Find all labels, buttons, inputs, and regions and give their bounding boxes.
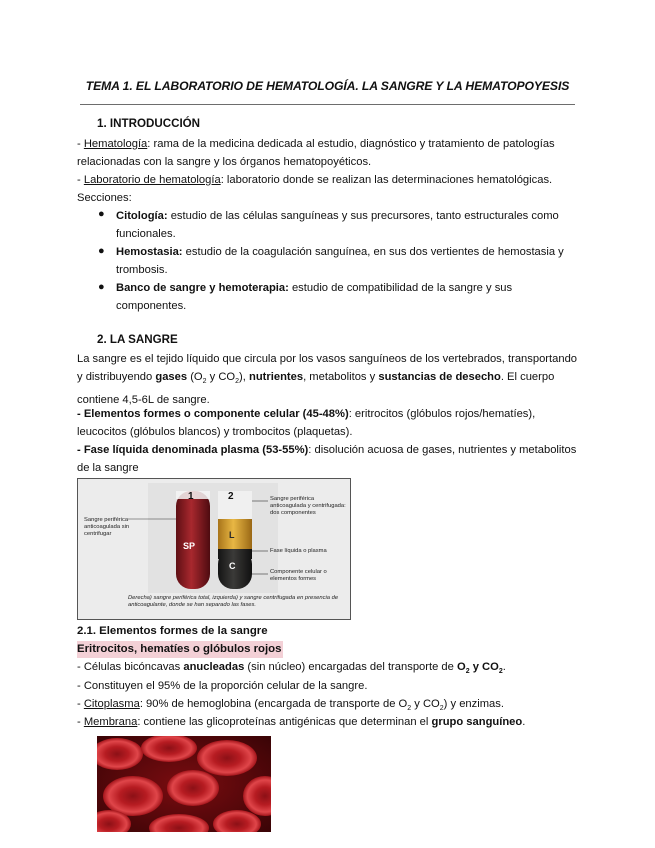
text: ), [239,371,249,383]
text: . [522,716,526,728]
text: ) y enzimas. [443,698,504,710]
text: y CO [411,698,440,710]
dash: - [77,716,84,728]
document-title: TEMA 1. EL LABORATORIO DE HEMATOLOGÍA. LA SANGRE Y LA HEMATOPOYESIS [85,79,570,93]
laboratorio-paragraph [77,171,582,189]
bullet-icon: ● [98,208,105,220]
right-note-cells: Componente celular o elementos formes [270,569,327,582]
subscript: 2 [465,668,470,676]
subscript: 2 [439,705,444,713]
dash: - [77,698,84,710]
bold-term: - Fase líquida denominada plasma (53-55%) [77,444,309,456]
title-divider [80,104,575,105]
bullet-item-citologia [116,207,581,243]
hematologia-term: Hematología [83,138,148,150]
subscript: 2 [235,378,240,386]
bullet-text: estudio de compatibilidad de la sangre y sus componentes. [116,282,513,312]
bold-term: - Elementos formes o componente celular (45-48%) [77,408,349,420]
laboratorio-definition: : laboratorio donde se realizan las determinaciones hematológicas. [220,174,553,186]
bullet-term: Hemostasia: [116,246,183,258]
laboratorio-term: Laboratorio de hematología [83,174,221,186]
bold-term: anucleadas [183,661,245,673]
tube-2-empty-top [218,491,252,521]
text: : contiene las glicoproteínas antigénicas que determinan el [137,716,432,728]
text: : disolución acuosa de gases, nutrientes y metabolitos de la sangre [77,444,577,474]
text: . El cuerpo contiene 4,5-6L de sangre. [77,371,555,407]
left-note: Sangre periférica anticoagulada sin centrifugar [84,517,130,537]
subscript: 2 [498,668,503,676]
tube-1-number: 1 [188,491,194,502]
text: O [457,661,466,673]
bold-term: nutrientes [249,371,304,383]
section-1-heading: 1. INTRODUCCIÓN [97,117,201,130]
tube-1-label: SP [183,541,196,551]
tube-1-whole-blood [176,491,210,589]
dash: - [77,174,84,186]
bold-term: gases [155,371,188,383]
text: La sangre es el tejido líquido que circula por los vasos sanguíneos de los vertebrados, transportando y distribuyendo [77,353,578,383]
bullet-text: estudio de las células sanguíneas y sus precursores, tanto estructurales como funcionales. [116,210,559,240]
text: , metabolitos y [303,371,379,383]
tube-2-plasma [218,519,252,549]
right-note-centrifuged: Sangre periférica anticoagulada y centrifugada: dos componentes [270,496,346,516]
subscript: 2 [202,378,207,386]
figure-caption: Derecha) sangre periférica total, izquierda) y sangre centrifugada en presencia de anticoagulante, donde se han separado las fases. [128,595,339,608]
bullet-term: Citología: [116,210,168,222]
o2-co2-bold [457,661,503,676]
bullet-item-hemostasia [116,243,581,279]
eritrocitos-highlight-heading: Eritrocitos, hematíes o glóbulos rojos [77,641,283,658]
dash: - [77,138,84,150]
bold-term: sustancias de desecho [378,371,501,383]
eritrocitos-line-2: - Constituyen el 95% de la proporción celular de la sangre. [77,680,368,692]
eritrocitos-line-1 [77,661,506,675]
tube-2-cells-label: C [229,561,236,571]
text: y CO [206,371,236,383]
text: y CO [469,661,499,673]
bullet-icon: ● [98,281,105,293]
tube-2-plasma-label: L [229,530,235,540]
text: . [502,661,506,673]
text: : 90% de hemoglobina (encargada de transporte de O [139,698,408,710]
sangre-paragraph [77,350,582,409]
secciones-label: Secciones: [77,192,132,204]
elementos-formes-paragraph [77,405,582,441]
subscript: 2 [407,705,412,713]
citoplasma-term: Citoplasma [83,698,140,710]
hematologia-definition: : rama de la medicina dedicada al estudio, diagnóstico y tratamiento de patologías relacionadas con la sangre y los órganos hematopoyéticos. [77,138,555,168]
tube-2-number: 2 [228,491,234,502]
right-note-plasma: Fase líquida o plasma [270,548,327,554]
text: (O [187,371,203,383]
text: : eritrocitos (glóbulos rojos/hematíes), leucocitos (glóbulos blancos) y trombocitos (plaquetas). [77,408,536,438]
membrana-term: Membrana [83,716,138,728]
hematologia-paragraph [77,135,582,171]
bullet-icon: ● [98,245,105,257]
bullet-item-banco-de-sangre [116,279,581,315]
blood-tubes-figure [77,478,351,620]
text: (sin núcleo) encargadas del transporte de [244,661,457,673]
red-blood-cells-image [97,736,271,832]
section-2-1-heading: 2.1. Elementos formes de la sangre [77,625,268,637]
bold-term: grupo sanguíneo [431,716,523,728]
section-2-heading: 2. LA SANGRE [97,333,178,346]
bullet-term: Banco de sangre y hemoterapia: [116,282,289,294]
bullet-text: estudio de la coagulación sanguínea, en sus dos vertientes de hemostasia y trombosis. [116,246,564,276]
eritrocitos-line-4 [77,716,525,728]
red-blood-cells-illustration [97,736,271,832]
text: - Células bicóncavas [77,661,184,673]
eritrocitos-line-3 [77,698,504,712]
plasma-paragraph [77,441,582,477]
